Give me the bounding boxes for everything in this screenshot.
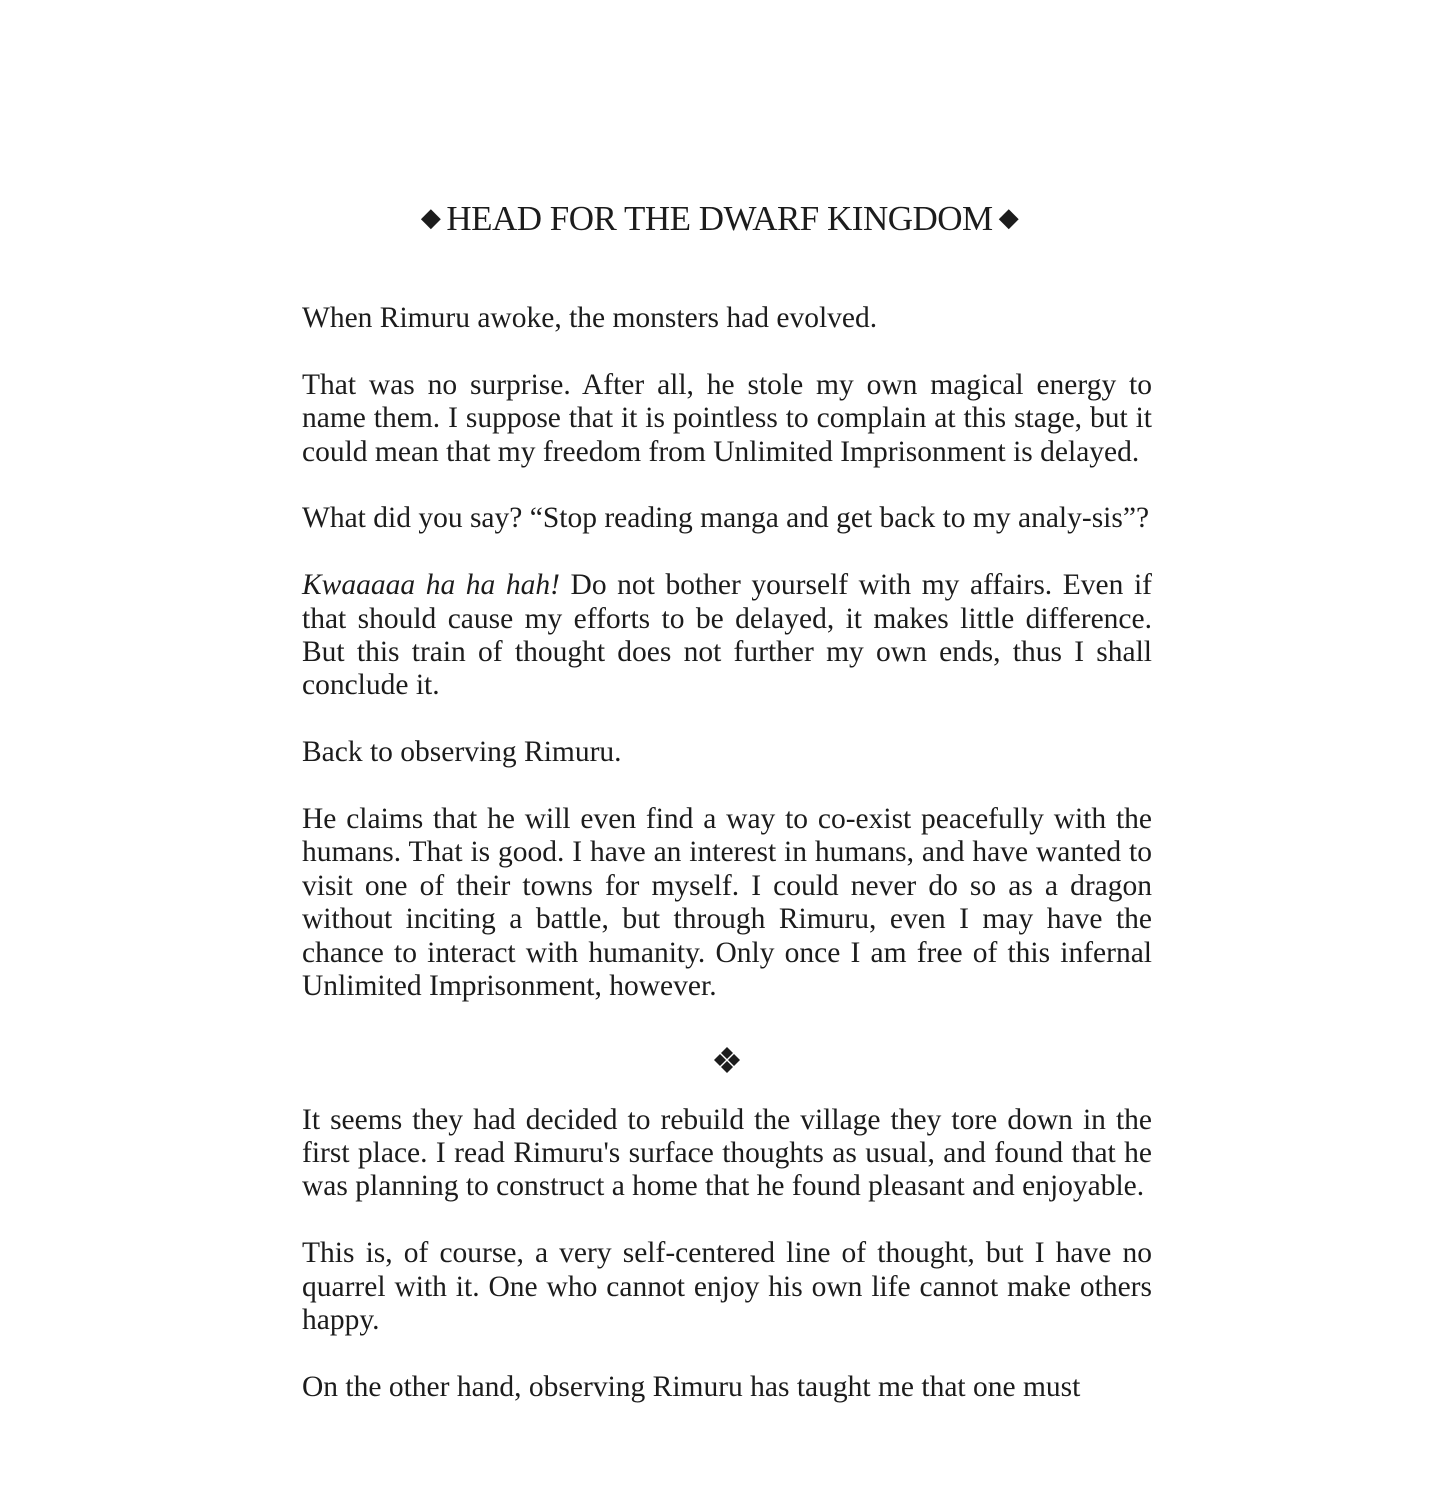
paragraph: That was no surprise. After all, he stole my own magical energy to name them. I suppose that it is pointless to complain at this stage, but it could mean that my freedom from Unlimited Imprisonment is delayed. — [302, 368, 1152, 468]
italic-exclamation: Kwaaaaa ha ha hah! — [302, 569, 560, 602]
body-text — [302, 302, 1152, 1438]
paragraph: Back to observing Rimuru. — [302, 736, 622, 769]
paragraph: It seems they had decided to rebuild the village they tore down in the first place. I read Rimuru's surface thoughts as usual, and found that he was planning to construct a home that he found pleasant and enjoyable. — [302, 1103, 1152, 1203]
paragraph: When Rimuru awoke, the monsters had evolved. — [302, 302, 878, 334]
diamond-ornament-icon: ◆ — [420, 203, 441, 232]
section-break — [302, 1037, 1152, 1070]
paragraph: This is, of course, a very self-centered line of thought, but I have no quarrel with it. One who cannot enjoy his own life cannot make others happy. — [302, 1237, 1152, 1337]
diamond-ornament-icon: ◆ — [998, 203, 1019, 232]
four-diamond-ornament-icon — [712, 1045, 742, 1075]
paragraph: He claims that he will even find a way to co-exist peacefully with the humans. That is good. I have an interest in humans, and have wanted to visit one of their towns for myself. I could never do so as a dragon without inciting a battle, but through Rimuru, even I may have the chance to interact with humanity. Only once I am free of this infernal Unlimited Imprisonment, however. — [302, 803, 1152, 1003]
chapter-title: HEAD FOR THE DWARF KINGDOM — [446, 199, 993, 238]
paragraph — [302, 569, 1152, 703]
paragraph-text: Do not bother yourself with my affairs. Even if that should cause my efforts to be delayed, it makes little difference. But this train of thought does not further my own ends, thus I shall conclude it. — [302, 569, 1152, 702]
paragraph: On the other hand, observing Rimuru has taught me that one must — [302, 1370, 1081, 1403]
paragraph: What did you say? “Stop reading manga and get back to my analy-sis”? — [302, 502, 1150, 535]
chapter-heading — [0, 196, 1439, 241]
